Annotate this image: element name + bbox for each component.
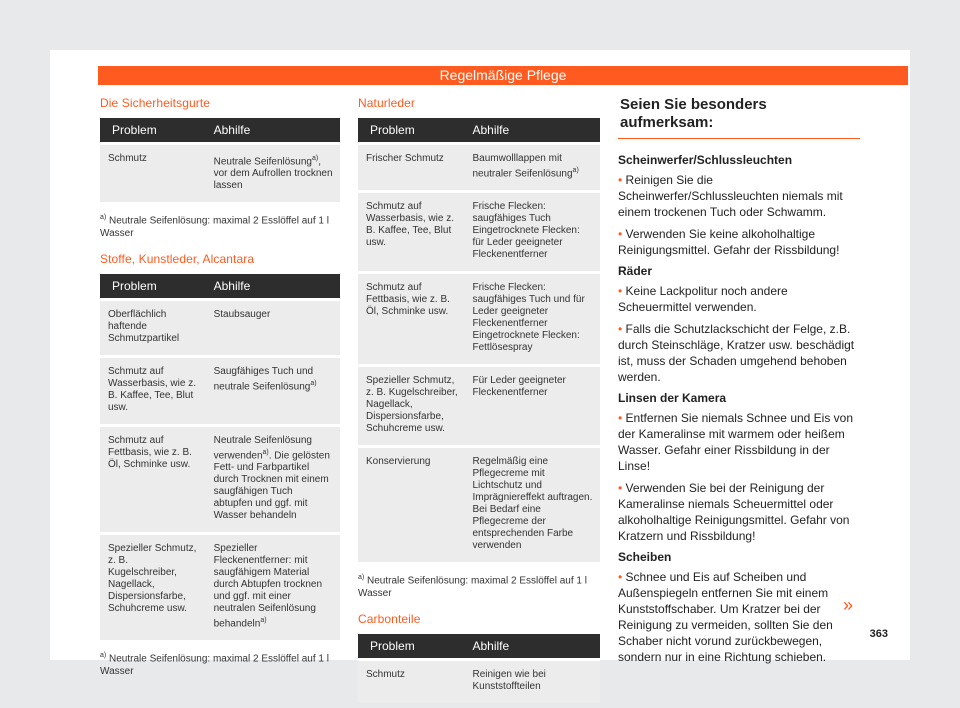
column-left xyxy=(100,96,340,690)
leather-footnote: $^{a)}$ Neutrale Seifenlösung: maximal 2 Esslöffel auf 1 l Wasser xyxy=(358,574,587,599)
page-header: Regelmäßige Pflege xyxy=(98,66,908,85)
problem-cell: Spezieller Schmutz, z. B. Kugelschreiber, Nagellack, Dispersionsfarbe, Schuhcreme usw. xyxy=(100,533,206,640)
bullet-icon: • xyxy=(618,227,623,241)
fabrics-footnote: $^{a)}$ Neutrale Seifenlösung: maximal 2 Esslöffel auf 1 l Wasser xyxy=(100,652,329,677)
bullet-item xyxy=(618,569,860,665)
fabrics-table xyxy=(100,274,340,641)
bullet-item xyxy=(618,321,860,385)
col-header-problem: Problem xyxy=(358,118,464,144)
bullet-text: Reinigen Sie die Scheinwerfer/Schlussleuchten niemals mit einem trockenen Tuch oder Schwamm. xyxy=(618,173,843,219)
problem-cell: Schmutz auf Fettbasis, wie z. B. Öl, Schminke usw. xyxy=(100,425,206,533)
problem-cell: Konservierung xyxy=(358,447,464,563)
fabrics-title: Stoffe, Kunstleder, Alcantara xyxy=(100,251,255,266)
bullet-item xyxy=(618,410,860,474)
remedy-cell: Neutrale Seifenlösung$^{a)}$, vor dem Aufrollen trocknen lassen xyxy=(206,144,340,203)
problem-cell: Schmutz auf Wasserbasis, wie z. B. Kaffee, Tee, Blut usw. xyxy=(100,356,206,425)
problem-cell: Schmutz xyxy=(358,659,464,703)
bullet-item xyxy=(618,480,860,544)
problem-cell: Schmutz auf Fettbasis, wie z. B. Öl, Schminke usw. xyxy=(358,273,464,366)
remedy-cell: Neutrale Seifenlösung verwenden$^{a)}$. Die gelösten Fett- und Farbpartikel durch Trocknen mit einem saugfähigen Tuch abtupfen und ggf. mit Wasser behandeln xyxy=(206,425,340,533)
carbon-table xyxy=(358,634,600,703)
table-row xyxy=(358,192,600,273)
carbon-title: Carbonteile xyxy=(358,611,421,626)
seatbelts-footnote: $^{a)}$ Neutrale Seifenlösung: maximal 2 Esslöffel auf 1 l Wasser xyxy=(100,214,329,239)
bullet-text: Entfernen Sie niemals Schnee und Eis von der Kameralinse mit warmem oder heißem Wasser. Gefahr einer Rissbildung in der Linse! xyxy=(618,411,854,473)
problem-cell: Frischer Schmutz xyxy=(358,144,464,192)
remedy-cell: Frische Flecken: saugfähiges Tuch und für Leder geeigneter Fleckenentferner Eingetrocknete Flecken: Fettlösespray xyxy=(464,273,600,366)
bullet-item xyxy=(618,226,860,258)
table-row xyxy=(358,273,600,366)
table-row xyxy=(100,144,340,203)
bullet-text: Verwenden Sie bei der Reinigung der Kameralinse niemals Scheuermittel oder alkoholhaltige Reinigungsmittel. Gefahr von Kratzern und Rissbildung! xyxy=(618,481,850,543)
remedy-cell: Baumwolllappen mit neutraler Seifenlösung$^{a)}$ xyxy=(464,144,600,192)
table-row xyxy=(358,659,600,703)
seatbelts-table xyxy=(100,118,340,202)
col-header-remedy: Abhilfe xyxy=(206,274,340,300)
col-header-problem: Problem xyxy=(100,118,206,144)
remedy-cell: Regelmäßig eine Pflegecreme mit Lichtschutz und Imprägniereffekt auftragen. Bei Bedarf eine Pflegecreme der entsprechenden Farbe verwenden xyxy=(464,447,600,563)
table-row xyxy=(100,356,340,425)
care-title-box xyxy=(618,96,860,139)
col-header-remedy: Abhilfe xyxy=(206,118,340,144)
table-row xyxy=(100,425,340,533)
column-right xyxy=(618,96,860,671)
care-subheading: Scheiben xyxy=(618,550,672,564)
remedy-cell: Staubsauger xyxy=(206,299,340,356)
care-sections xyxy=(618,153,860,665)
bullet-icon: • xyxy=(618,322,623,336)
remedy-cell: Reinigen wie bei Kunststoffteilen xyxy=(464,659,600,703)
bullet-icon: • xyxy=(618,284,623,298)
bullet-text: Schnee und Eis auf Scheiben und Außenspiegeln entfernen Sie mit einem Kunststoffschaber. Um Kratzer bei der Reinigung zu vermeiden, sollten Sie den Schaber nicht vorund zurückbewegen, sondern nur in eine Richtung schieben. xyxy=(618,570,833,664)
remedy-cell: Für Leder geeigneter Fleckenentferner xyxy=(464,366,600,447)
col-header-remedy: Abhilfe xyxy=(464,634,600,660)
continue-arrow-icon: » xyxy=(843,595,854,615)
column-middle xyxy=(358,96,600,703)
bullet-icon: • xyxy=(618,481,623,495)
table-row xyxy=(100,533,340,640)
seatbelts-title: Die Sicherheitsgurte xyxy=(100,96,211,110)
leather-title: Naturleder xyxy=(358,96,416,110)
table-row xyxy=(358,447,600,563)
bullet-icon: • xyxy=(618,173,623,187)
remedy-cell: Saugfähiges Tuch und neutrale Seifenlösung$^{a)}$ xyxy=(206,356,340,425)
col-header-problem: Problem xyxy=(358,634,464,660)
col-header-problem: Problem xyxy=(100,274,206,300)
bullet-icon: • xyxy=(618,570,623,584)
remedy-cell: Frische Flecken: saugfähiges Tuch Eingetrocknete Flecken: für Leder geeigneter Fleckenentferner xyxy=(464,192,600,273)
care-title: Seien Sie besonders aufmerksam: xyxy=(620,96,767,131)
bullet-text: Verwenden Sie keine alkoholhaltige Reinigungsmittel. Gefahr der Rissbildung! xyxy=(618,227,840,257)
care-subheading: Linsen der Kamera xyxy=(618,391,727,405)
problem-cell: Schmutz auf Wasserbasis, wie z. B. Kaffee, Tee, Blut usw. xyxy=(358,192,464,273)
bullet-item xyxy=(618,172,860,220)
manual-page xyxy=(50,50,910,692)
bullet-text: Falls die Schutzlackschicht der Felge, z.B. durch Steinschläge, Kratzer usw. beschädigt ist, muss der Schaden umgehend behoben werden. xyxy=(618,322,855,384)
bullet-text: Keine Lackpolitur noch andere Scheuermittel verwenden. xyxy=(618,284,788,314)
care-subheading: Scheinwerfer/Schlussleuchten xyxy=(618,153,793,167)
leather-table xyxy=(358,118,600,562)
bullet-item xyxy=(618,283,860,315)
problem-cell: Spezieller Schmutz, z. B. Kugelschreiber, Nagellack, Dispersionsfarbe, Schuhcreme usw. xyxy=(358,366,464,447)
page-number: 363 xyxy=(869,628,888,640)
problem-cell: Oberflächlich haftende Schmutzpartikel xyxy=(100,299,206,356)
table-row xyxy=(358,366,600,447)
bullet-icon: • xyxy=(618,411,623,425)
remedy-cell: Spezieller Fleckenentferner: mit saugfähigem Material durch Abtupfen trocknen und ggf. mit einer neutralen Seifenlösung behandeln$^{a)}$ xyxy=(206,533,340,640)
col-header-remedy: Abhilfe xyxy=(464,118,600,144)
table-row xyxy=(100,299,340,356)
care-subheading: Räder xyxy=(618,264,653,278)
table-row xyxy=(358,144,600,192)
problem-cell: Schmutz xyxy=(100,144,206,203)
